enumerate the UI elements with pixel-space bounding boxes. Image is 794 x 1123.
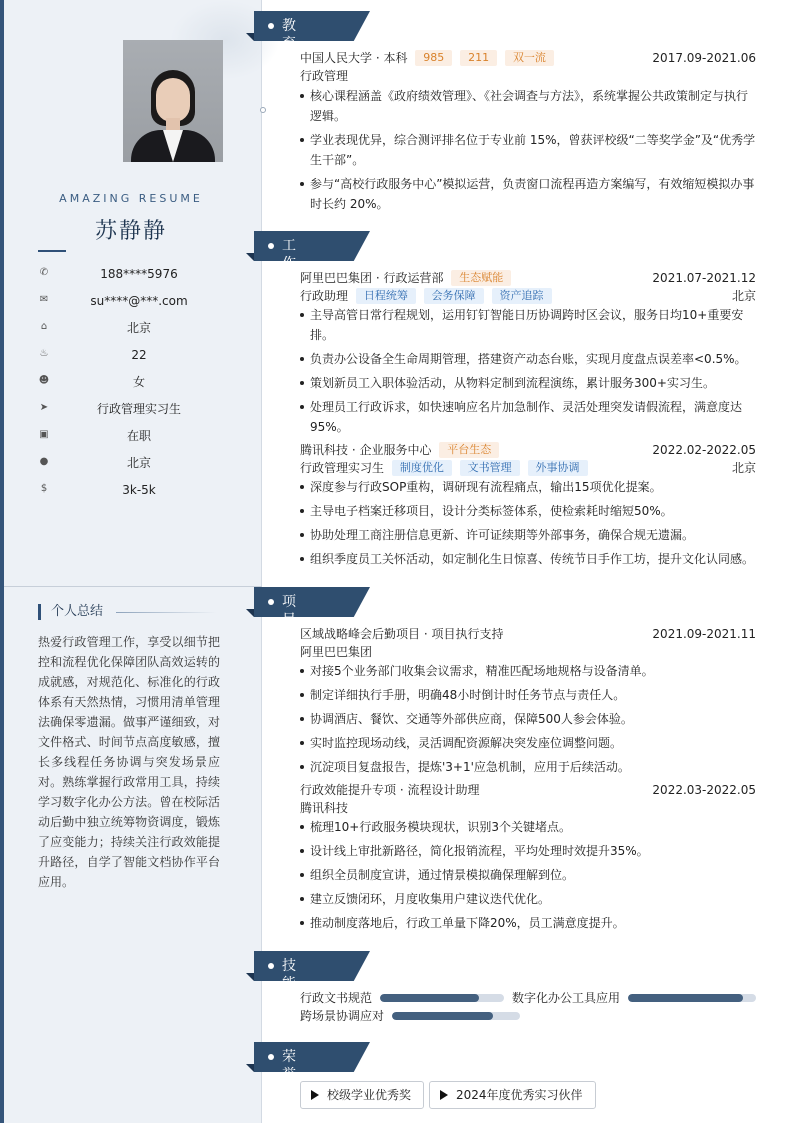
skill-bar-fill xyxy=(628,994,743,1002)
education-tag: 211 xyxy=(460,50,497,66)
list-item: 梳理10+行政服务模块现状，识别3个关键堵点。 xyxy=(300,817,756,837)
list-item: 核心课程涵盖《政府绩效管理》、《社会调查与方法》，系统掌握公共政策制定与执行逻辑。 xyxy=(300,86,756,126)
cake-icon: ♨ xyxy=(39,348,49,359)
info-email xyxy=(36,292,242,310)
list-item: 沉淀项目复盘报告，提炼'3+1'应急机制，应用于后续活动。 xyxy=(300,757,756,777)
salary-icon: $ xyxy=(40,483,48,494)
info-age-value: 22 xyxy=(131,348,147,362)
award-badge xyxy=(429,1081,596,1109)
summary-text: 热爱行政管理工作，享受以细节把控和流程优化保障团队高效运转的成就感，对规范化、标准化的行政体系有天然热情，习惯用清单管理法确保零遗漏。做事严谨细致，对文件格式、时间节点高度敏感，擅长多线程任务协调与突发场景应对。熟练掌握行政常用工具，持续学习数字化办公方法。曾在校际活动后勤中独立统筹物资调度，锻炼了应变能力；持续关注行政效能提升路径，自学了智能文档协作平台应用。 xyxy=(38,635,220,889)
project-1-header xyxy=(300,625,756,643)
education-period: 2017.09-2021.06 xyxy=(652,51,756,65)
list-item: 对接5个业务部门收集会议需求，精准匹配场地规格与设备清单。 xyxy=(300,661,756,681)
send-icon: ➤ xyxy=(39,402,49,413)
skill-name: 跨场景协调应对 xyxy=(300,1009,385,1023)
sidebar-edge-stripe xyxy=(0,0,4,1123)
work-period: 2022.02-2022.05 xyxy=(652,443,756,457)
summary-title-line xyxy=(116,612,216,613)
list-item: 协助处理工商注册信息更新、许可证续期等外部事务，确保合规无遗漏。 xyxy=(300,525,756,545)
person-icon: ☻ xyxy=(38,375,50,386)
skill-bar xyxy=(380,994,504,1002)
info-salary-value: 3k-5k xyxy=(122,483,156,497)
project-1-bullets xyxy=(300,661,756,781)
info-hometown xyxy=(36,319,242,337)
candidate-name: 苏静静 xyxy=(94,219,167,244)
section-title-work: 工作经历 xyxy=(282,238,297,308)
profile-photo xyxy=(123,40,223,162)
work-2-header xyxy=(300,441,756,459)
list-item: 处理员工行政诉求，如快速响应名片加急制作、灵活处理突发请假流程，满意度达95%。 xyxy=(300,397,756,437)
sidebar-divider xyxy=(4,586,262,587)
award-label: 校级学业优秀奖 xyxy=(327,1088,412,1102)
skill-bar-fill xyxy=(392,1012,493,1020)
work-city: 北京 xyxy=(731,289,756,303)
info-hometown-value: 北京 xyxy=(126,321,151,335)
skill-name: 数字化办公工具应用 xyxy=(512,991,621,1005)
work-company-tag: 平台生态 xyxy=(439,442,499,458)
work-role-tag: 制度优化 xyxy=(392,460,452,476)
list-item: 负责办公设备全生命周期管理，搭建资产动态台账，实现月度盘点误差率<0.5%。 xyxy=(300,349,756,369)
resume-tagline: AMAZING RESUME xyxy=(59,192,203,205)
list-item: 学业表现优异，综合测评排名位于专业前 15%，曾获评校级“二等奖学金”及“优秀学生干部”。 xyxy=(300,130,756,170)
work-city: 北京 xyxy=(731,461,756,475)
work-company: 腾讯科技 · 企业服务中心 xyxy=(300,443,432,457)
work-company-tag: 生态赋能 xyxy=(451,270,511,286)
list-item: 推动制度落地后，行政工单量下降20%，员工满意度提升。 xyxy=(300,913,756,933)
work-role-tag: 文书管理 xyxy=(460,460,520,476)
education-bullets xyxy=(300,86,756,218)
play-triangle-icon xyxy=(311,1090,319,1100)
work-role-tag: 资产追踪 xyxy=(492,288,552,304)
project-title: 行政效能提升专项 · 流程设计助理 xyxy=(300,783,480,797)
main-content xyxy=(262,0,794,1123)
info-target-city-value: 北京 xyxy=(126,456,151,470)
education-school: 中国人民大学 · 本科 xyxy=(300,51,408,65)
list-item: 深度参与行政SOP重构，调研现有流程痛点，输出15项优化提案。 xyxy=(300,477,756,497)
info-target-position xyxy=(36,400,242,418)
info-status xyxy=(36,427,242,445)
list-item: 实时监控现场动线，灵活调配资源解决突发座位调整问题。 xyxy=(300,733,756,753)
list-item: 设计线上审批新路径，简化报销流程，平均处理时效提升35%。 xyxy=(300,841,756,861)
list-item: 参与“高校行政服务中心”模拟运营，负责窗口流程再造方案编写，有效缩短模拟办事时长约 20%。 xyxy=(300,174,756,214)
home-icon: ⌂ xyxy=(40,321,48,332)
project-org: 腾讯科技 xyxy=(300,801,349,815)
skill-name: 行政文书规范 xyxy=(300,991,373,1005)
work-2-bullets xyxy=(300,477,756,573)
work-role: 行政助理 xyxy=(300,289,349,303)
section-title-projects: 项目经历 xyxy=(282,594,297,664)
list-item: 建立反馈闭环，月度收集用户建议迭代优化。 xyxy=(300,889,756,909)
work-1-bullets xyxy=(300,305,756,441)
location-icon: ● xyxy=(39,456,49,467)
project-period: 2022.03-2022.05 xyxy=(652,783,756,797)
mail-icon: ✉ xyxy=(39,294,49,305)
work-role-tag: 外事协调 xyxy=(528,460,588,476)
work-role-tag: 日程统筹 xyxy=(356,288,416,304)
info-target-position-value: 行政管理实习生 xyxy=(96,402,181,416)
work-role: 行政管理实习生 xyxy=(300,461,385,475)
education-header xyxy=(300,49,756,67)
info-phone-value: 188****5976 xyxy=(100,267,178,281)
info-email-value: su****@***.com xyxy=(90,294,188,308)
briefcase-icon: ▣ xyxy=(39,429,49,440)
work-period: 2021.07-2021.12 xyxy=(652,271,756,285)
project-2-bullets xyxy=(300,817,756,937)
work-company: 阿里巴巴集团 · 行政运营部 xyxy=(300,271,444,285)
work-1-header xyxy=(300,269,756,287)
project-2-header xyxy=(300,781,756,799)
name-underline xyxy=(38,250,66,252)
work-1-role-row xyxy=(300,287,756,305)
project-title: 区域战略峰会后勤项目 · 项目执行支持 xyxy=(300,627,504,641)
award-badge xyxy=(300,1081,424,1109)
phone-icon: ✆ xyxy=(39,267,49,278)
info-target-city xyxy=(36,454,242,472)
work-role-tag: 会务保障 xyxy=(424,288,484,304)
section-title-education: 教育经历 xyxy=(282,18,297,88)
section-title-awards: 荣誉奖项 xyxy=(282,1049,297,1119)
award-label: 2024年度优秀实习伙伴 xyxy=(456,1088,583,1102)
info-status-value: 在职 xyxy=(126,429,151,443)
list-item: 制定详细执行手册，明确48小时倒计时任务节点与责任人。 xyxy=(300,685,756,705)
project-org: 阿里巴巴集团 xyxy=(300,645,373,659)
list-item: 组织全员制度宣讲，通过情景模拟确保理解到位。 xyxy=(300,865,756,885)
list-item: 主导电子档案迁移项目，设计分类标签体系，使检索耗时缩短50%。 xyxy=(300,501,756,521)
education-tag: 985 xyxy=(415,50,452,66)
list-item: 主导高管日常行程规划，运用钉钉智能日历协调跨时区会议，服务日均10+重要安排。 xyxy=(300,305,756,345)
education-major: 行政管理 xyxy=(300,69,349,83)
play-triangle-icon xyxy=(440,1090,448,1100)
list-item: 策划新员工入职体验活动，从物料定制到流程演练，累计服务300+实习生。 xyxy=(300,373,756,393)
info-phone xyxy=(36,265,242,283)
work-2-role-row xyxy=(300,459,756,477)
list-item: 协调酒店、餐饮、交通等外部供应商，保障500人参会体验。 xyxy=(300,709,756,729)
skill-bar xyxy=(392,1012,520,1020)
section-title-skills: 技能专长 xyxy=(282,958,297,1028)
skill-bar xyxy=(628,994,756,1002)
info-gender xyxy=(36,373,242,391)
project-period: 2021.09-2021.11 xyxy=(652,627,756,641)
education-tag: 双一流 xyxy=(505,50,554,66)
skill-bar-fill xyxy=(380,994,479,1002)
info-gender-value: 女 xyxy=(132,375,145,389)
info-salary xyxy=(36,481,242,499)
info-age xyxy=(36,346,242,364)
list-item: 组织季度员工关怀活动，如定制化生日惊喜、传统节日手作工坊，提升文化认同感。 xyxy=(300,549,756,569)
sidebar xyxy=(0,0,262,1123)
summary-title: 个人总结 xyxy=(38,604,103,620)
